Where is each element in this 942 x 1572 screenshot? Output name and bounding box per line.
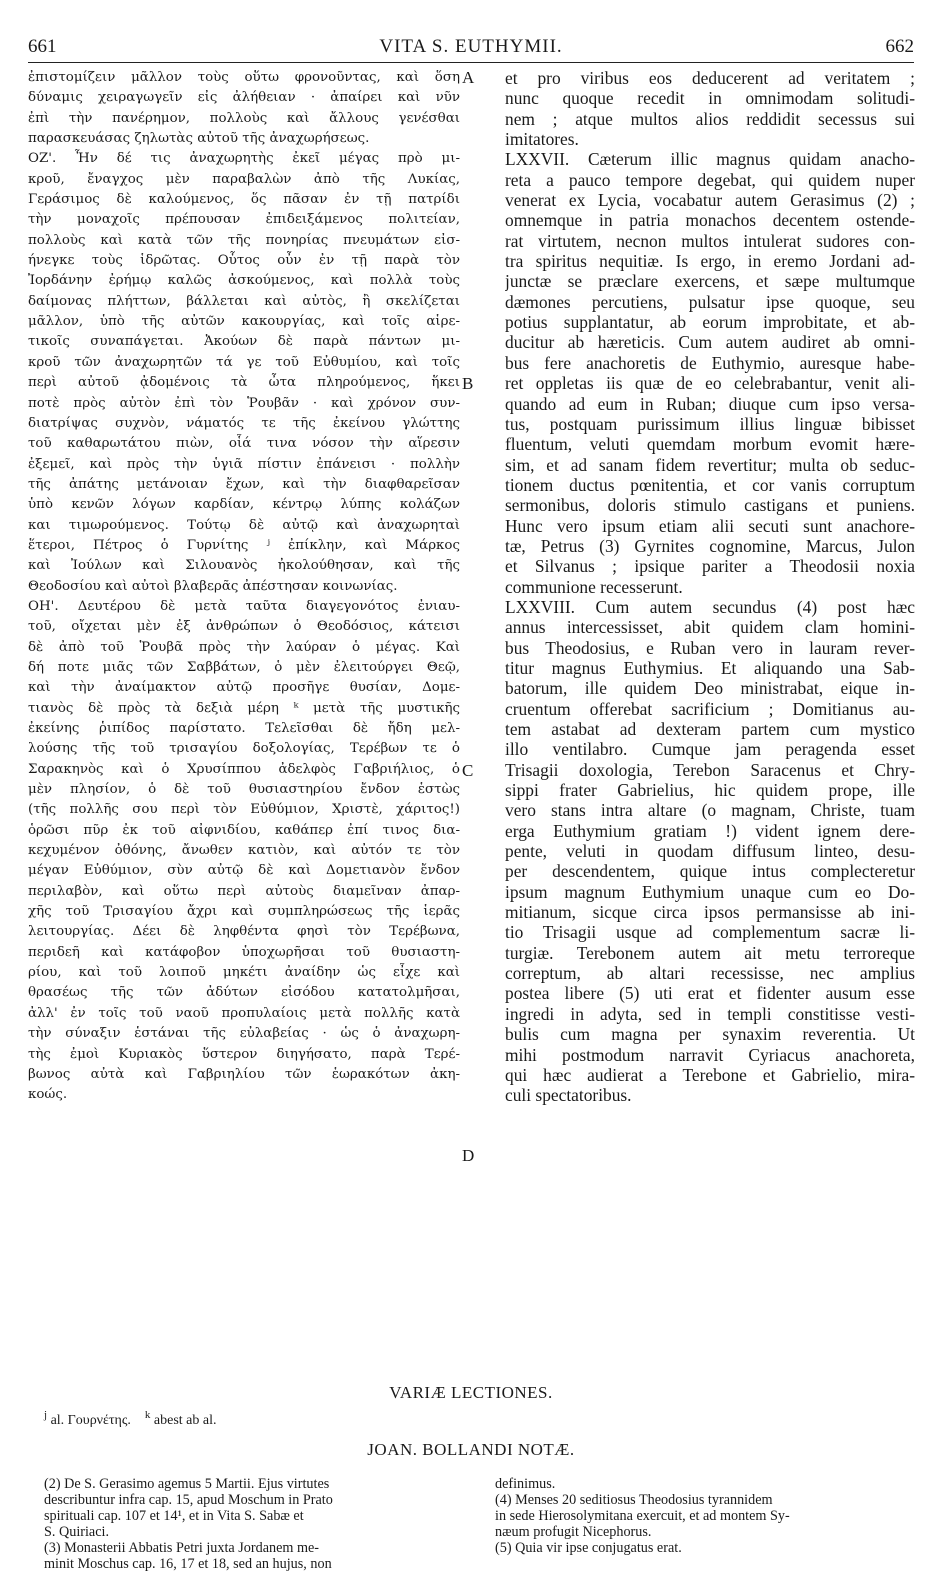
latin-text-line: turgiæ. Terebonem autem ait metu terroreque bbox=[505, 942, 915, 963]
greek-text-line: ἕτεροι, Πέτρος ὁ Γυρνίτης ʲ ἐπίκλην, καὶ Μάρκος bbox=[28, 537, 460, 553]
greek-text-line: ἐπὶ τὴν πανέρημον, πολλοὺς καὶ ἄλλους γενέσθαι bbox=[28, 110, 460, 126]
greek-text-line: ΟΖ'. Ἦν δέ τις ἀναχωρητὴς ἐκεῖ μέγας πρὸ μι- bbox=[28, 151, 460, 167]
note-line: S. Quiriaci. bbox=[44, 1524, 110, 1540]
latin-text-line: tionem ductus pœnitentia, et cor vanis corruptum bbox=[505, 474, 915, 495]
greek-text-line: θρασέως τῆς τῶν ἀδύτων εἰσόδου κατατολμῆσαι, bbox=[28, 985, 460, 1001]
latin-text-line: nem ; atque multos alios reddidit secessus sui bbox=[505, 108, 915, 129]
latin-text-line: communione recesserunt. bbox=[505, 576, 683, 597]
latin-text-line: et pro viribus eos deducerent ad veritatem ; bbox=[505, 68, 915, 88]
latin-text-line: tem astabat ad dexteram partem cum mystico bbox=[505, 719, 915, 739]
variant-j-text: al. Γουρνέτης. bbox=[50, 1413, 131, 1428]
notes-right-column bbox=[495, 1476, 910, 1556]
running-head bbox=[28, 36, 914, 60]
latin-text-line: batorum, ille quidem Deo ministrabat, eique in- bbox=[505, 678, 915, 699]
greek-text-line: μὲν πλησίον, ὁ δὲ τοῦ θυσιαστηρίου ἔνδον ἑστὼς bbox=[28, 782, 460, 798]
greek-text-line: λειτουργίας. Δέει δὲ ληφθέντα φησὶ τὸν Τερέβωνα, bbox=[28, 924, 460, 940]
note-line: minit Moschus cap. 16, 17 et 18, sed an hujus, non bbox=[44, 1556, 332, 1572]
greek-text-line: καὶ τὴν ἀναίμακτον αὐτῷ προσῆγε θυσίαν, Δομε- bbox=[28, 680, 460, 696]
latin-text-column bbox=[505, 68, 915, 1106]
latin-text-line: venerat ex Lycia, vocabatur autem Gerasimus (2) ; bbox=[505, 190, 915, 211]
greek-text-line: περιλαβὸν, καὶ οὕτω περὶ αὐτοὺς διαμεῖναν ἀπαρ- bbox=[28, 883, 460, 899]
latin-text-line: fluentum, veluti quemdam morbum evomit hære- bbox=[505, 434, 915, 455]
latin-text-line: junctæ se præclare exercens, et sæpe multumque bbox=[505, 271, 915, 292]
latin-text-line: titur magnus Euthymius. Et aliquando una Sab- bbox=[505, 657, 915, 678]
latin-text-line: quando ad eum in Ruban; diuque cum ipso versa- bbox=[505, 393, 915, 414]
variae-lectiones bbox=[44, 1409, 216, 1429]
greek-text-line: πολλοὺς καὶ κατὰ τῶν τῆς πονηρίας πνευμάτων εἰσ- bbox=[28, 232, 460, 248]
note-line: (2) De S. Gerasimo agemus 5 Martii. Ejus virtutes bbox=[44, 1476, 330, 1492]
latin-text-line: nunc quoque recedit in omnimodam solitudi- bbox=[505, 88, 915, 109]
greek-text-line: ἐπιστομίζειν μᾶλλον τοὺς οὕτω φρονοῦντας, καὶ ὅση bbox=[28, 70, 460, 85]
greek-text-line: λούσης τῆς τοῦ τρισαγίου δοξολογίας, Τερέβων τε ὁ bbox=[28, 741, 460, 757]
greek-text-line: ἐκείνης ῥιπίδος παρίστατο. Τελεῖσθαι δὲ ἤδη μελ- bbox=[28, 721, 460, 736]
note-line: definimus. bbox=[495, 1476, 556, 1492]
greek-text-line: ἐξεμεῖ, καὶ πρὸς τὴν ὑγιᾶ πίστιν ἐπάνεισι · πολλὴν bbox=[28, 456, 460, 472]
note-line: spirituali cap. 107 et 14¹, et in Vita S. Sabæ et bbox=[44, 1508, 304, 1524]
greek-text-line: ἀλλ' ἐν τοῖς τοῦ ναοῦ προπυλαίοις μετὰ πολλῆς κατὰ bbox=[28, 1005, 460, 1021]
latin-text-line: correptum, ab altari recessisse, nec amplius bbox=[505, 963, 915, 984]
latin-text-line: Hunc vero ipsum etiam alii secuti sunt anachore- bbox=[505, 515, 915, 536]
note-line: (5) Quia vir ipse conjugatus erat. bbox=[495, 1540, 682, 1556]
latin-text-line: per descendentem, quique intus complecteretur bbox=[505, 861, 915, 882]
variant-k-mark: k bbox=[144, 1409, 151, 1421]
greek-text-line: διατρίψας συχνὸν, νάματός τε τῆς ἐκείνου γλώττης bbox=[28, 415, 460, 431]
latin-text-line: LXXVII. Cæterum illic magnus quidam anacho- bbox=[505, 149, 915, 170]
greek-text-line: ΟΗ'. Δευτέρου δὲ μετὰ ταῦτα διαγεγονότος ἐνιαυ- bbox=[28, 598, 460, 614]
greek-text-line: παρασκευάσας ζηλωτὰς αὐτοῦ τῆς ἀναχωρήσεως. bbox=[28, 131, 370, 147]
notes-heading: JOAN. BOLLANDI NOTÆ. bbox=[367, 1440, 575, 1459]
greek-text-line: δή ποτε μιᾶς τῶν Σαββάτων, ὁ μὲν ἐλειτούργει Θεῷ, bbox=[28, 659, 460, 675]
latin-text-line: dæmones percutiens, pulsatur ipse quoque, seu bbox=[505, 291, 915, 312]
latin-text-line: sim, et ad sanam fidem revertitur; multa ob seduc- bbox=[505, 454, 915, 475]
variae-lectiones-heading: VARIÆ LECTIONES. bbox=[389, 1383, 553, 1402]
latin-text-line: erga Euthymium gratiam !) vident ignem dere- bbox=[505, 820, 915, 841]
latin-text-line: ret oppletas iis quæ de eo celebrabantur, venit ali- bbox=[505, 373, 915, 394]
greek-text-line: περὶ αὐτοῦ ᾀδομένοις τὰ ὦτα πληρούμενος, ἥκει bbox=[28, 375, 460, 391]
greek-text-line: Θεοδοσίου καὶ αὐτοὶ βλαβερᾶς ἀπέστησαν κοινωνίας. bbox=[28, 578, 398, 594]
latin-text-line: bus Theodosius, e Ruban vero in lauram rever- bbox=[505, 637, 915, 658]
latin-text-line: qui hæc audierat a Terebone et Gabrielio, mira- bbox=[505, 1064, 915, 1085]
latin-text-line: mihi postmodum narravit Cyriacus anachoreta, bbox=[505, 1044, 915, 1065]
greek-text-line: μᾶλλον, ὑπὸ τῆς αὐτῶν κακουργίας, καὶ τοῖς αἱρε- bbox=[28, 314, 460, 330]
greek-text-line: Ἰορδάνην ἐρήμῳ καλῶς ἀσκούμενος, καὶ πολλὰ τοὺς bbox=[28, 273, 460, 289]
greek-text-line: και τιμωρούμενος. Τούτῳ δὲ αὐτῷ καὶ ἀναχωρηταὶ bbox=[28, 517, 460, 533]
greek-text-line: ὑπὸ κενῶν λόγων καρδίαν, κέντρῳ λύπης κολάζων bbox=[28, 497, 460, 513]
note-line: (4) Menses 20 seditiosus Theodosius tyrannidem bbox=[495, 1492, 773, 1508]
greek-text-line: τὴς ἐμοὶ Κυριακὸς ὕστερον διηγήσατο, παρὰ Τερέ- bbox=[28, 1046, 460, 1062]
greek-text-line: ρίου, καὶ τοῦ λοιποῦ μηκέτι ἀναίδην ὡς εἶχε καὶ bbox=[28, 965, 460, 981]
greek-text-line: κοώς. bbox=[28, 1087, 68, 1103]
latin-text-line: potius supplantatur, ab eorum improbitate, et ab- bbox=[505, 312, 915, 333]
greek-text-line: ποτὲ πρὸς αὐτὸν ἐπὶ τὸν Ῥουβᾶν · καὶ χρόνον συν- bbox=[28, 395, 460, 411]
margin-marker-c: C bbox=[462, 761, 474, 780]
greek-text-line: κροῦ, ἔναγχος μὲν παραβαλὼν ἀπὸ τῆς Λυκίας, bbox=[28, 171, 460, 187]
greek-text-line: Σαρακηνὸς καὶ ὁ Χρυσίππου ἀδελφὸς Γαβριήλιος, ὁ bbox=[28, 761, 460, 777]
latin-text-line: imitatores. bbox=[505, 129, 579, 150]
greek-text-line: (τῆς πολλῆς σου περὶ τὸν Εὐθύμιον, Χριστὲ, χάριτος!) bbox=[28, 802, 460, 818]
latin-text-line: cruentum offerebat sacrificium ; Domitianus au- bbox=[505, 698, 915, 719]
latin-text-line: ipsum magnum Euthymium unaque cum eo Do- bbox=[505, 881, 915, 902]
latin-text-line: vero stans intra altare (o magnam, Christe, tuam bbox=[505, 800, 915, 821]
greek-text-line: ὁρῶσι πῦρ ἐκ τοῦ αἰφνιδίου, καθάπερ ἐπί τινος δια- bbox=[28, 822, 460, 838]
greek-text-line: τὴν μοναχοῖς πρέπουσαν ἐπιδειξάμενος πολιτείαν, bbox=[28, 212, 460, 228]
latin-text-line: ducitur ab hæreticis. Cum autem audiret ab omni- bbox=[505, 332, 915, 353]
note-line: in sede Hierosolymitana exercuit, et ad montem Sy- bbox=[495, 1508, 790, 1524]
greek-text-line: τιανὸς δὲ πρὸς τὰ δεξιὰ μέρη ᵏ μετὰ τῆς μυστικῆς bbox=[28, 700, 460, 716]
latin-text-line: tra spiritus nequitiæ. Is ergo, in eremo Jordani ad- bbox=[505, 251, 915, 272]
latin-text-line: tus, postquam purissimum illius linguæ bibisset bbox=[505, 413, 915, 434]
greek-text-line: Γεράσιμος δὲ καλούμενος, ὅς πᾶσαν ἐν τῇ πατρίδι bbox=[28, 192, 460, 208]
header-rule bbox=[28, 62, 914, 63]
greek-text-line: χῆς τοῦ Τρισαγίου ἄχρι καὶ συμπληρώσεως τῆς ἱερᾶς bbox=[28, 904, 460, 920]
greek-text-line: ήνεγκε τοὺς ἱδρῶτας. Οὗτος οὖν ἐν τῇ παρὰ τὸν bbox=[28, 253, 460, 269]
greek-text-line: μέγαν Εὐθύμιον, σὺν αὐτῷ δὲ καὶ Δομετιανὸν ἔνδον bbox=[28, 863, 460, 879]
greek-text-line: δὲ ἀπὸ τοῦ Ῥουβᾶ πρὸς τὴν λαύραν ὁ μέγας. Καὶ bbox=[28, 639, 460, 655]
latin-text-line: sippi frater Gabrielius, hic quidem prope, ille bbox=[505, 780, 915, 801]
margin-marker-b: B bbox=[462, 374, 474, 393]
latin-text-line: culi spectatoribus. bbox=[505, 1085, 632, 1106]
greek-text-line: καὶ Ἰούλων καὶ Σιλουανὸς ἠκολούθησαν, καὶ τῆς bbox=[28, 558, 460, 574]
variant-j-mark: j bbox=[44, 1409, 48, 1421]
latin-text-line: mitianum, sicque circa ipsos permansisse ab ini- bbox=[505, 902, 915, 923]
greek-text-line: τοῦ καθαρωτάτου πιὼν, οἷά τινα νόσον τὴν αἵρεσιν bbox=[28, 436, 460, 452]
page-number-right: 662 bbox=[885, 36, 914, 57]
latin-text-line: rat virtutem, necnon multos intulerat sudores con- bbox=[505, 230, 915, 251]
latin-text-line: postea libere (5) uti erat et fidenter ausum esse bbox=[505, 983, 915, 1004]
note-line: describuntur infra cap. 15, apud Moschum in Prato bbox=[44, 1492, 333, 1508]
greek-text-line: κεχυμένον ὀθόνης, ἄνωθεν κατιὸν, καὶ αὐτόν τε τὸν bbox=[28, 843, 460, 859]
latin-text-line: tio Trisagii usque ad complementum sacræ li- bbox=[505, 922, 915, 943]
page-number-left: 661 bbox=[28, 36, 57, 57]
greek-text-line: βωνος αὐτὰ καὶ Γαβριηλίου τῶν ἑωρακότων ἀκη- bbox=[28, 1066, 460, 1082]
variant-k-text: abest ab al. bbox=[153, 1413, 217, 1428]
latin-text-line: Trisagii doxologia, Terebon Saracenus et Chry- bbox=[505, 759, 915, 780]
latin-text-line: LXXVIII. Cum autem secundus (4) post hæc bbox=[505, 596, 915, 617]
latin-text-line: illo ventilabro. Cumque jam peragenda esset bbox=[505, 739, 915, 760]
greek-text-line: κροῦ τῶν ἀναχωρητῶν τά γε τοῦ Εὐθυμίου, καὶ τοῖς bbox=[28, 354, 460, 370]
greek-text-line: δαίμονας πλήττων, βάλλεται καὶ αὐτὸς, ἢ σκελίζεται bbox=[28, 293, 460, 309]
greek-text-line: τῆς ἀπάτης μετάνοιαν ἔχων, καὶ τὴν διαφθαρεῖσαν bbox=[28, 476, 460, 492]
note-line: (3) Monasterii Abbatis Petri juxta Jordanem me- bbox=[44, 1540, 320, 1556]
greek-text-line: δύναμις χειραγωγεῖν εἰς ἀλήθειαν · ἀπαίρει καὶ νῦν bbox=[28, 90, 460, 106]
latin-text-line: omnemque in patria monachos decentem ostende- bbox=[505, 210, 915, 231]
greek-text-column bbox=[28, 68, 460, 1106]
running-title: VITA S. EUTHYMII. bbox=[379, 36, 563, 57]
latin-text-line: bus fere anachoretis de Euthymio, auresque habe- bbox=[505, 352, 915, 373]
margin-marker-a: A bbox=[462, 68, 475, 87]
latin-text-line: ingredi in adyta, sed in templi constitisse vesti- bbox=[505, 1003, 915, 1024]
latin-text-line: annus intercessisset, abit quidem clam homini- bbox=[505, 617, 915, 638]
margin-marker-d: D bbox=[462, 1146, 475, 1165]
greek-text-line: τοῦ, οἴχεται μὲν ἐξ ἀνθρώπων ὁ Θεοδόσιος, κάτεισι bbox=[28, 619, 460, 635]
greek-text-line: περιδεῆ καὶ κατάφοβον ὑποχωρῆσαι τοῦ θυσιαστη- bbox=[28, 944, 460, 960]
note-line: næum profugit Nicephorus. bbox=[495, 1524, 652, 1540]
latin-text-line: sermonibus, doloris stimulo castigans et puniens. bbox=[505, 495, 915, 516]
greek-text-line: τικοῖς συναπάγεται. Ἀκούων δὲ παρὰ πάντων μι- bbox=[28, 334, 460, 350]
latin-text-line: reta a pauco tempore degebat, qui quidem nuper bbox=[505, 169, 915, 190]
notes-left-column bbox=[44, 1476, 464, 1572]
latin-text-line: et Silvanus ; ipsique pariter a Theodosii noxia bbox=[505, 556, 915, 577]
latin-text-line: pente, veluti in quodam diffusum linteo, desu- bbox=[505, 841, 915, 862]
latin-text-line: tæ, Petrus (3) Gyrnites cognomine, Marcus, Julon bbox=[505, 535, 915, 556]
greek-text-line: τὴν σύναξιν ἑστάναι τῆς εὐλαβείας · ὡς ὁ ἀναχωρη- bbox=[28, 1026, 460, 1042]
latin-text-line: bulis cum magna per synaxim reverentia. Ut bbox=[505, 1024, 915, 1045]
